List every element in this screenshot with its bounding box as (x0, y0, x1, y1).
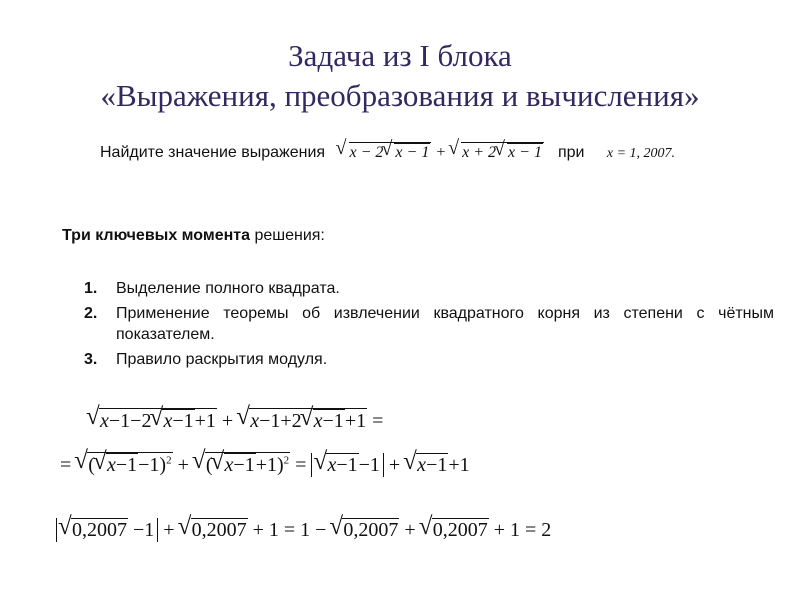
formula-line-3: √ 0,2007 −1 + √ 0,2007 + 1 = 1 − √ 0,2007 + √ 0,2007 + 1 = 2 (56, 518, 551, 542)
key-moments-heading (62, 227, 325, 245)
step-text: Применение теоремы об извлечении квадратного корня из степени с чётным показателем. (116, 305, 774, 343)
steps-list (84, 278, 774, 374)
task-at-word: при (557, 144, 585, 161)
slide-title-line1: Задача из I блока (288, 38, 512, 73)
list-item (84, 278, 774, 299)
task-expression: √ x − 2√ x − 1 + √ x + 2√ x − 1 (338, 144, 548, 161)
list-item (84, 303, 774, 345)
formula-line-1: √ x−1−2√ x−1+1 + √ x−1+2√ x−1+1 = (88, 408, 383, 433)
f3-value: 0,2007 (343, 519, 399, 541)
list-item (84, 349, 774, 370)
task-prefix: Найдите значение выражения (100, 144, 326, 161)
task-condition: x = 1, 2007. (606, 146, 676, 161)
formula-line-2: = √ (√ x−1−1)$^2$ + √ (√ x−1+1)$^2$ = √ x−1−1 + √ x−1+1 (60, 452, 470, 477)
key-moments-bold: Три ключевых момента (62, 227, 250, 244)
f3-value: 0,2007 (191, 519, 247, 541)
step-number: 2. (84, 305, 98, 322)
step-text: Выделение полного квадрата. (116, 280, 340, 297)
key-moments-rest: решения: (250, 227, 325, 244)
step-number: 1. (84, 280, 98, 297)
step-number: 3. (84, 351, 98, 368)
f3-result: 2 (541, 519, 552, 541)
f3-value: 0,2007 (432, 519, 488, 541)
slide-title-line2: «Выражения, преобразования и вычисления» (100, 78, 700, 113)
task-statement (100, 142, 675, 162)
step-text: Правило раскрытия модуля. (116, 351, 328, 368)
f3-value: 0,2007 (72, 519, 127, 541)
